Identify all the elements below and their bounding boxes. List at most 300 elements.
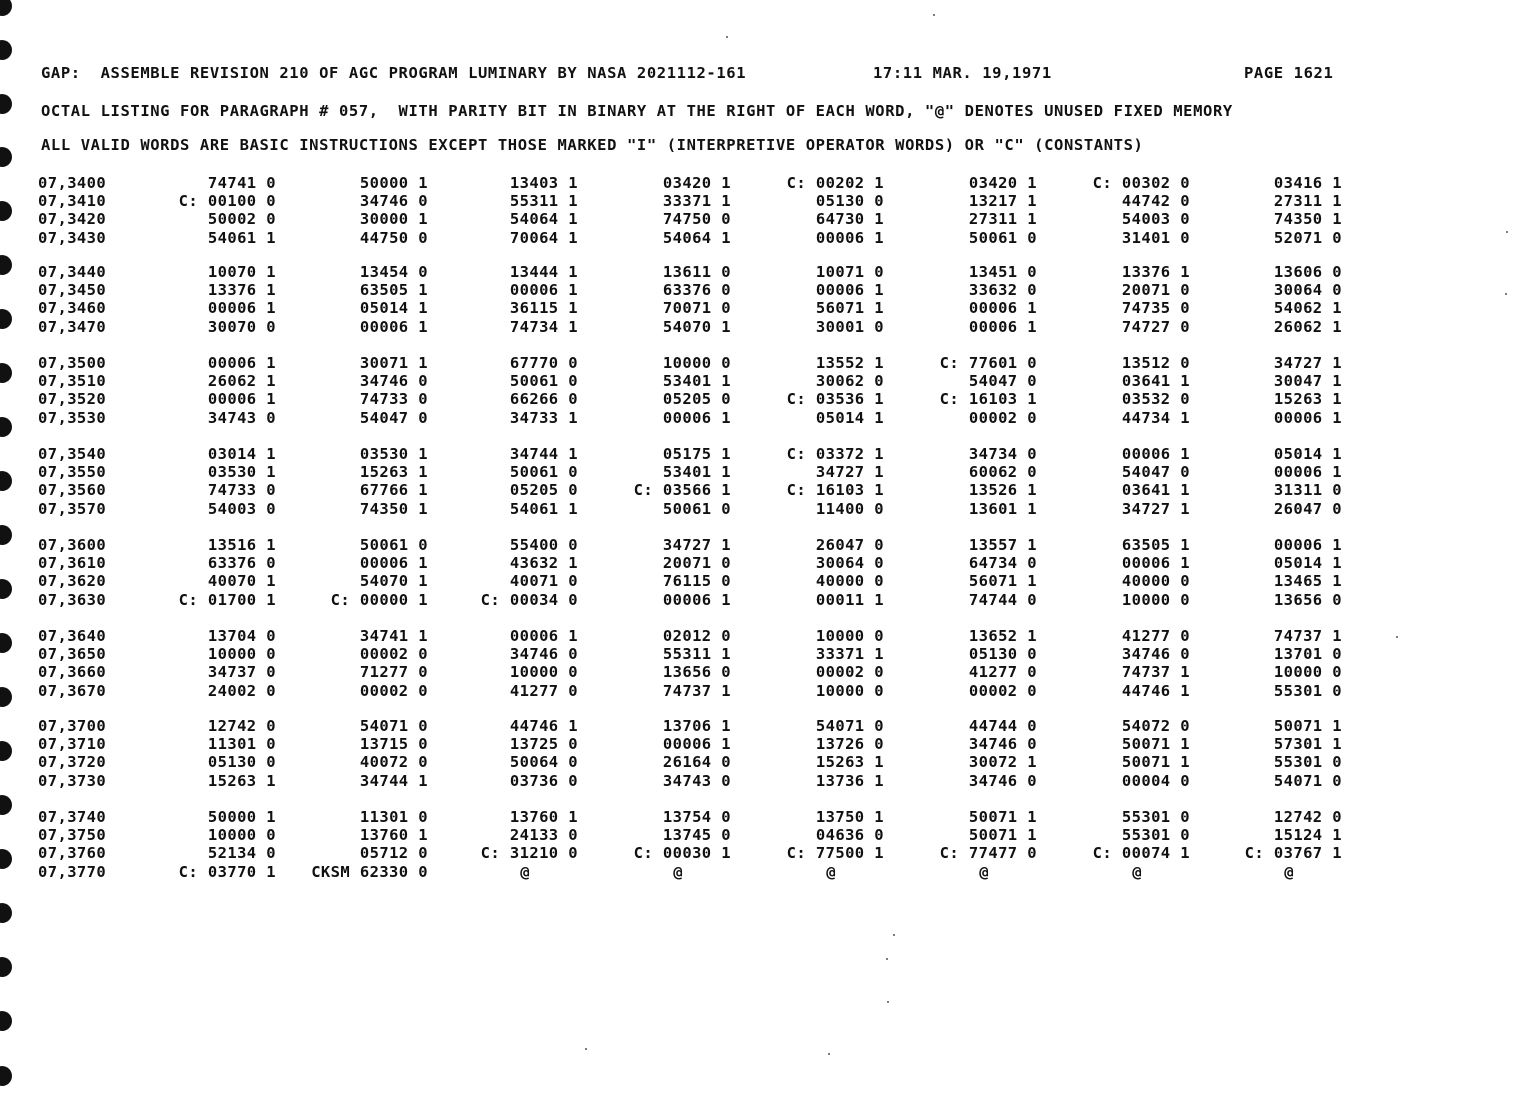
memory-word: 30070 0 <box>207 317 276 336</box>
word-address: 07,3600 <box>38 536 107 554</box>
word-address: 07,3450 <box>38 281 107 300</box>
memory-word: 56071 1 <box>968 572 1037 591</box>
memory-word: 05014 1 <box>1273 445 1342 463</box>
memory-word: 13465 1 <box>1273 572 1342 591</box>
listing-row <box>0 229 1530 247</box>
memory-word: 66266 0 <box>509 390 578 409</box>
memory-word: 31311 0 <box>1273 481 1342 500</box>
memory-word: 34746 0 <box>968 735 1037 754</box>
memory-word: 05014 1 <box>1273 554 1342 573</box>
memory-word: C: 03770 1 <box>178 862 276 881</box>
listing-row <box>0 354 1530 372</box>
memory-word: 31401 0 <box>1121 228 1190 247</box>
memory-word: 43632 1 <box>509 554 578 573</box>
memory-word: 10000 0 <box>1273 663 1342 682</box>
memory-word: 03416 1 <box>1273 174 1342 192</box>
memory-word: 74741 0 <box>207 174 276 192</box>
memory-word: 13725 0 <box>509 735 578 754</box>
memory-word: 05130 0 <box>815 192 884 211</box>
word-address: 07,3720 <box>38 753 107 772</box>
punch-hole-icon <box>0 1066 12 1086</box>
word-address: 07,3440 <box>38 263 107 281</box>
page-number: PAGE 1621 <box>1244 64 1334 82</box>
memory-word: C: 00302 0 <box>1092 174 1190 192</box>
speck <box>828 1053 830 1055</box>
memory-word: 55311 1 <box>509 192 578 211</box>
memory-word: 26047 0 <box>1273 499 1342 518</box>
word-address: 07,3560 <box>38 481 107 500</box>
memory-word: 03641 1 <box>1121 481 1190 500</box>
memory-word: 00006 1 <box>968 317 1037 336</box>
memory-word: 70064 1 <box>509 228 578 247</box>
memory-word: 34746 0 <box>1121 645 1190 664</box>
memory-word: 15263 1 <box>1273 390 1342 409</box>
memory-word: 10070 1 <box>207 263 276 281</box>
speck <box>886 958 888 960</box>
memory-word: 34743 0 <box>662 771 731 790</box>
memory-word: 54071 0 <box>359 717 428 735</box>
memory-word: 13526 1 <box>968 481 1037 500</box>
memory-word: 40071 0 <box>509 572 578 591</box>
memory-word: 24002 0 <box>207 681 276 700</box>
memory-word: 03014 1 <box>207 445 276 463</box>
memory-word: 34727 1 <box>1273 354 1342 372</box>
memory-word: 34746 0 <box>968 771 1037 790</box>
memory-word: 00006 1 <box>359 317 428 336</box>
memory-word: 55301 0 <box>1273 753 1342 772</box>
memory-word: 40000 0 <box>1121 572 1190 591</box>
speck <box>887 1001 889 1003</box>
memory-word: 00011 1 <box>815 590 884 609</box>
memory-word: 13750 1 <box>815 808 884 826</box>
memory-word: C: 01700 1 <box>178 590 276 609</box>
memory-word: 00002 0 <box>968 408 1037 427</box>
memory-word: 13516 1 <box>207 536 276 554</box>
listing-row <box>0 808 1530 826</box>
memory-word: 55400 0 <box>509 536 578 554</box>
memory-word: 40072 0 <box>359 753 428 772</box>
memory-word: 54064 1 <box>662 228 731 247</box>
memory-word: 50071 1 <box>968 826 1037 845</box>
memory-word: 00006 1 <box>1121 554 1190 573</box>
memory-word: 63376 0 <box>207 554 276 573</box>
memory-word: 74737 1 <box>1273 627 1342 645</box>
listing-row <box>0 481 1530 499</box>
memory-word: 26164 0 <box>662 753 731 772</box>
memory-word: C: 16103 1 <box>939 390 1037 409</box>
memory-word: 50061 0 <box>359 536 428 554</box>
memory-word: 54062 1 <box>1273 299 1342 318</box>
memory-word: 00006 1 <box>359 554 428 573</box>
memory-word: 27311 1 <box>968 210 1037 229</box>
memory-word: 50000 1 <box>207 808 276 826</box>
memory-word: 34737 0 <box>207 663 276 682</box>
memory-word: 34733 1 <box>509 408 578 427</box>
memory-word: 13754 0 <box>662 808 731 826</box>
speck <box>933 14 935 16</box>
memory-word: 63505 1 <box>359 281 428 300</box>
memory-word: 00002 0 <box>815 663 884 682</box>
memory-word: 44750 0 <box>359 228 428 247</box>
memory-word: 10000 0 <box>207 645 276 664</box>
memory-word: 13454 0 <box>359 263 428 281</box>
memory-word: 74727 0 <box>1121 317 1190 336</box>
unused-memory-marker: @ <box>979 862 989 881</box>
word-address: 07,3750 <box>38 826 107 845</box>
memory-word: 33632 0 <box>968 281 1037 300</box>
memory-word: 54003 0 <box>1121 210 1190 229</box>
memory-word: 34746 0 <box>509 645 578 664</box>
memory-word: 74735 0 <box>1121 299 1190 318</box>
memory-word: 50071 1 <box>968 808 1037 826</box>
word-address: 07,3670 <box>38 681 107 700</box>
memory-word: 11400 0 <box>815 499 884 518</box>
memory-word: C: 03536 1 <box>786 390 884 409</box>
word-address: 07,3430 <box>38 228 107 247</box>
memory-word: 40070 1 <box>207 572 276 591</box>
word-address: 07,3420 <box>38 210 107 229</box>
memory-word: 13552 1 <box>815 354 884 372</box>
listing-row <box>0 682 1530 700</box>
memory-word: 00006 1 <box>1273 536 1342 554</box>
memory-word: 30072 1 <box>968 753 1037 772</box>
memory-word: 54064 1 <box>509 210 578 229</box>
punch-hole-icon <box>0 94 12 114</box>
listing-row <box>0 772 1530 790</box>
memory-word: 13451 0 <box>968 263 1037 281</box>
memory-word: 04636 0 <box>815 826 884 845</box>
memory-word: 20071 0 <box>662 554 731 573</box>
memory-word: 13652 1 <box>968 627 1037 645</box>
memory-word: 55311 1 <box>662 645 731 664</box>
memory-word: 50061 0 <box>509 372 578 391</box>
word-address: 07,3570 <box>38 499 107 518</box>
memory-word: 00002 0 <box>359 645 428 664</box>
word-address: 07,3400 <box>38 174 107 192</box>
memory-word: 10071 0 <box>815 263 884 281</box>
memory-word: 13706 1 <box>662 717 731 735</box>
memory-word: 30000 1 <box>359 210 428 229</box>
memory-word: 67766 1 <box>359 481 428 500</box>
listing-row <box>0 753 1530 771</box>
memory-word: 03532 0 <box>1121 390 1190 409</box>
memory-word: 00006 1 <box>815 228 884 247</box>
memory-word: 00002 0 <box>359 681 428 700</box>
word-address: 07,3760 <box>38 844 107 863</box>
memory-word: 13701 0 <box>1273 645 1342 664</box>
memory-word: 26062 1 <box>207 372 276 391</box>
memory-word: 50061 0 <box>509 463 578 482</box>
memory-word: 34743 0 <box>207 408 276 427</box>
memory-word: 05175 1 <box>662 445 731 463</box>
memory-word: 15263 1 <box>207 771 276 790</box>
memory-word: 11301 0 <box>359 808 428 826</box>
listing-row <box>0 735 1530 753</box>
word-address: 07,3730 <box>38 771 107 790</box>
memory-word: 76115 0 <box>662 572 731 591</box>
memory-word: 71277 0 <box>359 663 428 682</box>
memory-word: 10000 0 <box>509 663 578 682</box>
listing-legend: ALL VALID WORDS ARE BASIC INSTRUCTIONS EXCEPT THOSE MARKED "I" (INTERPRETIVE OPERATOR WORDS) OR "C" (CONSTANTS) <box>41 136 1144 154</box>
word-address: 07,3510 <box>38 372 107 391</box>
memory-word: 34727 1 <box>1121 499 1190 518</box>
word-address: 07,3640 <box>38 627 107 645</box>
memory-word: 00006 1 <box>662 590 731 609</box>
memory-word: 13557 1 <box>968 536 1037 554</box>
memory-word: 44746 1 <box>509 717 578 735</box>
word-address: 07,3660 <box>38 663 107 682</box>
memory-word: 03420 1 <box>968 174 1037 192</box>
speck <box>726 36 728 38</box>
memory-word: 41277 0 <box>509 681 578 700</box>
memory-word: 03641 1 <box>1121 372 1190 391</box>
memory-word: 74737 1 <box>1121 663 1190 682</box>
memory-word: 55301 0 <box>1121 808 1190 826</box>
listing-timestamp: 17:11 MAR. 19,1971 <box>873 64 1052 82</box>
memory-word: 13606 0 <box>1273 263 1342 281</box>
memory-word: 55301 0 <box>1121 826 1190 845</box>
memory-word: 63505 1 <box>1121 536 1190 554</box>
memory-word: 13376 1 <box>1121 263 1190 281</box>
word-address: 07,3610 <box>38 554 107 573</box>
listing-row <box>0 717 1530 735</box>
memory-word: 26062 1 <box>1273 317 1342 336</box>
memory-word: 57301 1 <box>1273 735 1342 754</box>
memory-word: 13704 0 <box>207 627 276 645</box>
memory-word: 13611 0 <box>662 263 731 281</box>
memory-word: 33371 1 <box>815 645 884 664</box>
memory-word: 15124 1 <box>1273 826 1342 845</box>
listing-row <box>0 445 1530 463</box>
memory-word: 34746 0 <box>359 192 428 211</box>
memory-word: 52071 0 <box>1273 228 1342 247</box>
listing-row <box>0 263 1530 281</box>
memory-word: 27311 1 <box>1273 192 1342 211</box>
word-address: 07,3460 <box>38 299 107 318</box>
memory-word: 10000 0 <box>1121 590 1190 609</box>
memory-word: 11301 0 <box>207 735 276 754</box>
memory-word: 64730 1 <box>815 210 884 229</box>
word-address: 07,3770 <box>38 862 107 881</box>
memory-word: 54070 1 <box>662 317 731 336</box>
listing-row <box>0 409 1530 427</box>
memory-word: 50071 1 <box>1121 753 1190 772</box>
memory-word: 13656 0 <box>662 663 731 682</box>
memory-word: 54047 0 <box>968 372 1037 391</box>
memory-word: 00002 0 <box>968 681 1037 700</box>
memory-word: 50064 0 <box>509 753 578 772</box>
memory-word: C: 77601 0 <box>939 354 1037 372</box>
memory-word: C: 03372 1 <box>786 445 884 463</box>
word-address: 07,3540 <box>38 445 107 463</box>
memory-word: 54061 1 <box>509 499 578 518</box>
word-address: 07,3520 <box>38 390 107 409</box>
memory-word: 00006 1 <box>509 281 578 300</box>
memory-word: 34727 1 <box>662 536 731 554</box>
memory-word: 41277 0 <box>1121 627 1190 645</box>
memory-word: 40000 0 <box>815 572 884 591</box>
memory-word: 74734 1 <box>509 317 578 336</box>
memory-word: 54047 0 <box>1121 463 1190 482</box>
unused-memory-marker: @ <box>1132 862 1142 881</box>
memory-word: 34744 1 <box>359 771 428 790</box>
punch-hole-icon <box>0 1011 12 1031</box>
word-address: 07,3410 <box>38 192 107 211</box>
memory-word: 54072 0 <box>1121 717 1190 735</box>
memory-word: 53401 1 <box>662 372 731 391</box>
memory-word: 13736 1 <box>815 771 884 790</box>
memory-word: 05130 0 <box>207 753 276 772</box>
memory-word: 10000 0 <box>207 826 276 845</box>
memory-word: 54070 1 <box>359 572 428 591</box>
listing-row <box>0 372 1530 390</box>
listing-row <box>0 663 1530 681</box>
memory-word: 56071 1 <box>815 299 884 318</box>
memory-word: 13745 0 <box>662 826 731 845</box>
memory-word: 30062 0 <box>815 372 884 391</box>
listing-row <box>0 627 1530 645</box>
memory-word: 54071 0 <box>1273 771 1342 790</box>
memory-word: 67770 0 <box>509 354 578 372</box>
unused-memory-marker: @ <box>520 862 530 881</box>
memory-word: 13601 1 <box>968 499 1037 518</box>
listing-row <box>0 572 1530 590</box>
memory-word: 30071 1 <box>359 354 428 372</box>
memory-word: 26047 0 <box>815 536 884 554</box>
listing-row <box>0 645 1530 663</box>
listing-row <box>0 299 1530 317</box>
memory-word: 30001 0 <box>815 317 884 336</box>
punch-hole-icon <box>0 957 12 977</box>
memory-word: 64734 0 <box>968 554 1037 573</box>
memory-word: 34741 1 <box>359 627 428 645</box>
memory-word: 30047 1 <box>1273 372 1342 391</box>
listing-row <box>0 174 1530 192</box>
memory-word: 00006 1 <box>207 390 276 409</box>
listing-row <box>0 826 1530 844</box>
memory-word: 54071 0 <box>815 717 884 735</box>
memory-word: 13760 1 <box>359 826 428 845</box>
memory-word: 05014 1 <box>359 299 428 318</box>
memory-word: 13656 0 <box>1273 590 1342 609</box>
memory-word: CKSM 62330 0 <box>311 862 428 881</box>
memory-word: 74750 0 <box>662 210 731 229</box>
word-address: 07,3500 <box>38 354 107 372</box>
memory-word: 36115 1 <box>509 299 578 318</box>
memory-word: 24133 0 <box>509 826 578 845</box>
memory-word: 10000 0 <box>662 354 731 372</box>
memory-word: 34734 0 <box>968 445 1037 463</box>
memory-word: 03420 1 <box>662 174 731 192</box>
memory-word: 74350 1 <box>359 499 428 518</box>
memory-word: 20071 0 <box>1121 281 1190 300</box>
memory-word: 02012 0 <box>662 627 731 645</box>
memory-word: 54003 0 <box>207 499 276 518</box>
memory-word: 10000 0 <box>815 627 884 645</box>
memory-word: 54061 1 <box>207 228 276 247</box>
memory-word: C: 03566 1 <box>633 481 731 500</box>
memory-word: 60062 0 <box>968 463 1037 482</box>
memory-word: 00006 1 <box>662 408 731 427</box>
word-address: 07,3630 <box>38 590 107 609</box>
listing-title: GAP: ASSEMBLE REVISION 210 OF AGC PROGRAM LUMINARY BY NASA 2021112-161 <box>41 64 747 82</box>
memory-word: 44744 0 <box>968 717 1037 735</box>
memory-word: 10000 0 <box>815 681 884 700</box>
listing-description: OCTAL LISTING FOR PARAGRAPH # 057, WITH PARITY BIT IN BINARY AT THE RIGHT OF EACH WORD, "@" DENOTES UNUSED FIXED MEMORY <box>41 102 1233 120</box>
memory-word: 63376 0 <box>662 281 731 300</box>
memory-word: 50071 1 <box>1121 735 1190 754</box>
memory-word: 05205 0 <box>662 390 731 409</box>
memory-word: C: 77477 0 <box>939 844 1037 863</box>
listing-row <box>0 390 1530 408</box>
memory-word: 00006 1 <box>1121 445 1190 463</box>
memory-word: 05712 0 <box>359 844 428 863</box>
memory-word: 13376 1 <box>207 281 276 300</box>
listing-row <box>0 210 1530 228</box>
memory-word: 53401 1 <box>662 463 731 482</box>
word-address: 07,3620 <box>38 572 107 591</box>
memory-word: 00006 1 <box>1273 463 1342 482</box>
listing-row <box>0 591 1530 609</box>
memory-word: 03530 1 <box>359 445 428 463</box>
memory-word: 13726 0 <box>815 735 884 754</box>
listing-row <box>0 500 1530 518</box>
memory-word: 74733 0 <box>207 481 276 500</box>
memory-word: C: 31210 0 <box>480 844 578 863</box>
word-address: 07,3550 <box>38 463 107 482</box>
memory-word: 00004 0 <box>1121 771 1190 790</box>
memory-word: 30064 0 <box>815 554 884 573</box>
word-address: 07,3740 <box>38 808 107 826</box>
listing-row <box>0 318 1530 336</box>
memory-word: 15263 1 <box>815 753 884 772</box>
punch-hole-icon <box>0 0 12 16</box>
memory-word: 00006 1 <box>509 627 578 645</box>
memory-word: 13444 1 <box>509 263 578 281</box>
listing-row <box>0 863 1530 881</box>
word-address: 07,3700 <box>38 717 107 735</box>
memory-word: C: 00030 1 <box>633 844 731 863</box>
memory-word: 00006 1 <box>207 299 276 318</box>
memory-word: 74350 1 <box>1273 210 1342 229</box>
memory-word: 00006 1 <box>207 354 276 372</box>
memory-word: 34744 1 <box>509 445 578 463</box>
listing-row <box>0 463 1530 481</box>
memory-word: C: 00034 0 <box>480 590 578 609</box>
memory-word: 41277 0 <box>968 663 1037 682</box>
word-address: 07,3650 <box>38 645 107 664</box>
memory-word: 74737 1 <box>662 681 731 700</box>
memory-word: C: 00202 1 <box>786 174 884 192</box>
memory-word: 70071 0 <box>662 299 731 318</box>
memory-word: 13760 1 <box>509 808 578 826</box>
memory-word: 13217 1 <box>968 192 1037 211</box>
memory-word: 05130 0 <box>968 645 1037 664</box>
word-address: 07,3470 <box>38 317 107 336</box>
speck <box>585 1048 587 1050</box>
memory-word: 44734 1 <box>1121 408 1190 427</box>
memory-word: 30064 0 <box>1273 281 1342 300</box>
memory-word: 13715 0 <box>359 735 428 754</box>
memory-word: 12742 0 <box>207 717 276 735</box>
memory-word: 50061 0 <box>662 499 731 518</box>
memory-word: 74733 0 <box>359 390 428 409</box>
memory-word: 50002 0 <box>207 210 276 229</box>
punch-hole-icon <box>0 903 12 923</box>
memory-word: 44746 1 <box>1121 681 1190 700</box>
memory-word: 54047 0 <box>359 408 428 427</box>
listing-row <box>0 192 1530 210</box>
